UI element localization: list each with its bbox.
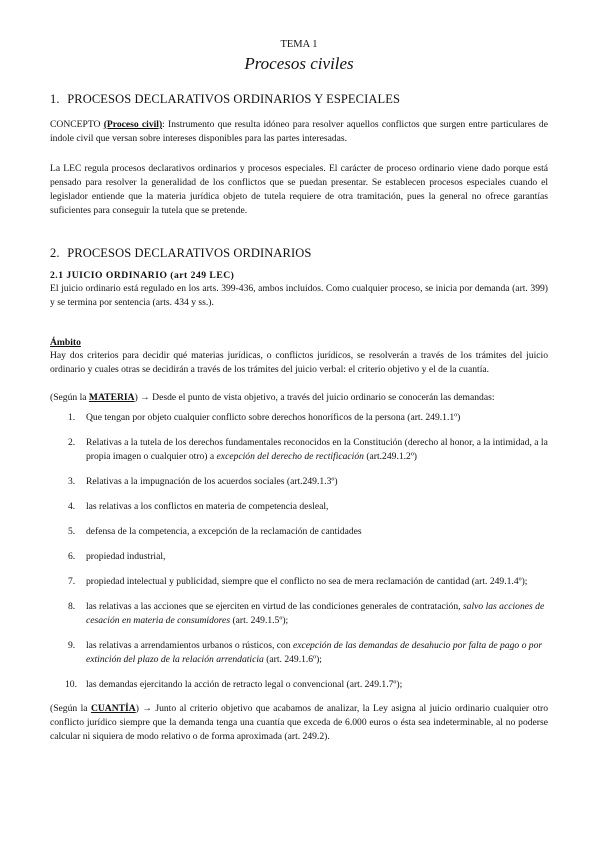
list-item-italic-text: salvo las acciones de cesación en materia de consumidores	[86, 601, 545, 626]
list-item	[50, 525, 548, 539]
list-item-number: 1.	[68, 412, 76, 423]
list-item-reference: (art. 249.1.6º);	[263, 654, 322, 665]
list-item	[50, 639, 548, 667]
list-item-text: las demandas ejercitando la acción de retracto legal o convencional (art. 249.1.7º);	[86, 679, 403, 690]
list-item-text: las relativas a los conflictos en materia de competencia desleal,	[86, 501, 329, 512]
list-item-text: propiedad intelectual y publicidad, siempre que el conflicto no sea de mera reclamación de cantidad (art. 249.1.4º);	[86, 576, 528, 587]
list-item-number: 2.	[68, 437, 76, 448]
cuantia-term: CUANTÍA	[90, 703, 136, 714]
materia-term: MATERIA	[88, 392, 135, 403]
list-item	[50, 678, 548, 692]
list-item-number: 8.	[68, 601, 76, 612]
list-item-text: Que tengan por objeto cualquier conflicto sobre derechos honoríficos de la persona (art. 249.1.1º)	[86, 412, 461, 423]
list-item-text: las relativas a arrendamientos urbanos o rústicos, con	[86, 640, 294, 651]
page-title: Procesos civiles	[244, 54, 354, 73]
list-item-text: defensa de la competencia, a excepción de la reclamación de cantidades	[86, 526, 362, 537]
list-item-text: propiedad industrial,	[86, 551, 166, 562]
list-item	[50, 475, 548, 489]
juicio-ordinario-subheading: 2.1 JUICIO ORDINARIO (art 249 LEC)	[50, 270, 235, 281]
list-item-number: 6.	[68, 551, 76, 562]
list-item	[50, 411, 548, 425]
section-2-number: 2.	[50, 246, 60, 260]
list-item	[50, 575, 548, 589]
materia-pre: (Según la	[50, 392, 89, 403]
demandas-list	[50, 411, 548, 692]
list-item-number: 10.	[65, 679, 77, 690]
cuantia-post: ) → Junto al criterio objetivo que acabamos de analizar, la Ley asigna al juicio ordinario cualquier otro conflicto jurídico siempre que la demanda tenga una cuantía que exceda de 6.000 euros o ésta sea indeterminable, al no poderse calcular ni siquiera de modo relativo o de forma aproximada (art. 249.2).	[50, 703, 548, 742]
list-item-number: 5.	[68, 526, 76, 537]
list-item-reference: (art.249.1.2º)	[363, 451, 417, 462]
section-1-title: PROCESOS DECLARATIVOS ORDINARIOS Y ESPECIALES	[67, 92, 401, 106]
section-2-title: PROCESOS DECLARATIVOS ORDINARIOS	[67, 246, 312, 260]
list-item	[50, 436, 548, 464]
concept-label: CONCEPTO	[50, 119, 101, 130]
ambito-paragraph: Hay dos criterios para decidir qué materias jurídicas, o conflictos jurídicos, se resolverán a través de los trámites del juicio ordinario y cuales otras se decidirán a través de los trámites del juicio verbal: el criterio objetivo y el de la cuantía.	[50, 350, 548, 375]
tema-label: TEMA 1	[280, 39, 318, 50]
list-item	[50, 500, 548, 514]
lec-paragraph: La LEC regula procesos declarativos ordinarios y procesos especiales. El carácter de proceso ordinario viene dado porque está pensado para resolver la generalidad de los conflictos que se puedan presentar. Se establecen procesos especiales cuando el legislador entiende que la materia jurídica objeto de tutela requiere de otra tramitación, pues la general no ofrece garantías suficientes para conseguir la tutela que se pretende.	[50, 163, 548, 216]
list-item-text: Relativas a la impugnación de los acuerdos sociales (art.249.1.3º)	[86, 476, 338, 487]
materia-post: ) → Desde el punto de vista objetivo, a través del juicio ordinario se conocerán las demandas:	[134, 392, 495, 403]
ambito-heading: Ámbito	[50, 337, 81, 348]
list-item-text: las relativas a las acciones que se ejerciten en virtud de las condiciones generales de contratación,	[86, 601, 463, 612]
list-item-number: 9.	[68, 640, 76, 651]
list-item-number: 3.	[68, 476, 76, 487]
concept-term: (Proceso civil)	[103, 119, 163, 130]
list-item-number: 7.	[68, 576, 76, 587]
list-item-text: Relativas a la tutela de los derechos fundamentales reconocidos en la Constitución (derecho al honor, a la intimidad, a la propia imagen o cualquier otro) a	[86, 437, 548, 462]
list-item-reference: (art. 249.1.5º);	[230, 615, 289, 626]
section-1-number: 1.	[50, 92, 60, 106]
list-item	[50, 550, 548, 564]
cuantia-paragraph	[50, 702, 548, 744]
section-2-heading	[50, 246, 548, 261]
list-item-number: 4.	[68, 501, 76, 512]
cuantia-pre: (Según la	[50, 703, 91, 714]
section-1-heading	[50, 92, 548, 107]
juicio-ordinario-intro: El juicio ordinario está regulado en los arts. 399-436, ambos incluidos. Como cualquier proceso, se inicia por demanda (art. 399) y se termina por sentencia (arts. 434 y ss.).	[50, 283, 548, 308]
concept-paragraph	[50, 118, 548, 146]
list-item-italic-text: excepción del derecho de rectificación	[216, 451, 364, 462]
concept-text: : Instrumento que resulta idóneo para resolver aquellos conflictos que surgen entre particulares de índole civil que versan sobre intereses disponibles para las partes interesadas.	[50, 119, 548, 144]
materia-paragraph	[50, 391, 548, 405]
list-item	[50, 600, 548, 628]
list-item-italic-text: excepción de las demandas de desahucio por falta de pago o por extinción del plazo de la relación arrendaticia	[86, 640, 543, 665]
